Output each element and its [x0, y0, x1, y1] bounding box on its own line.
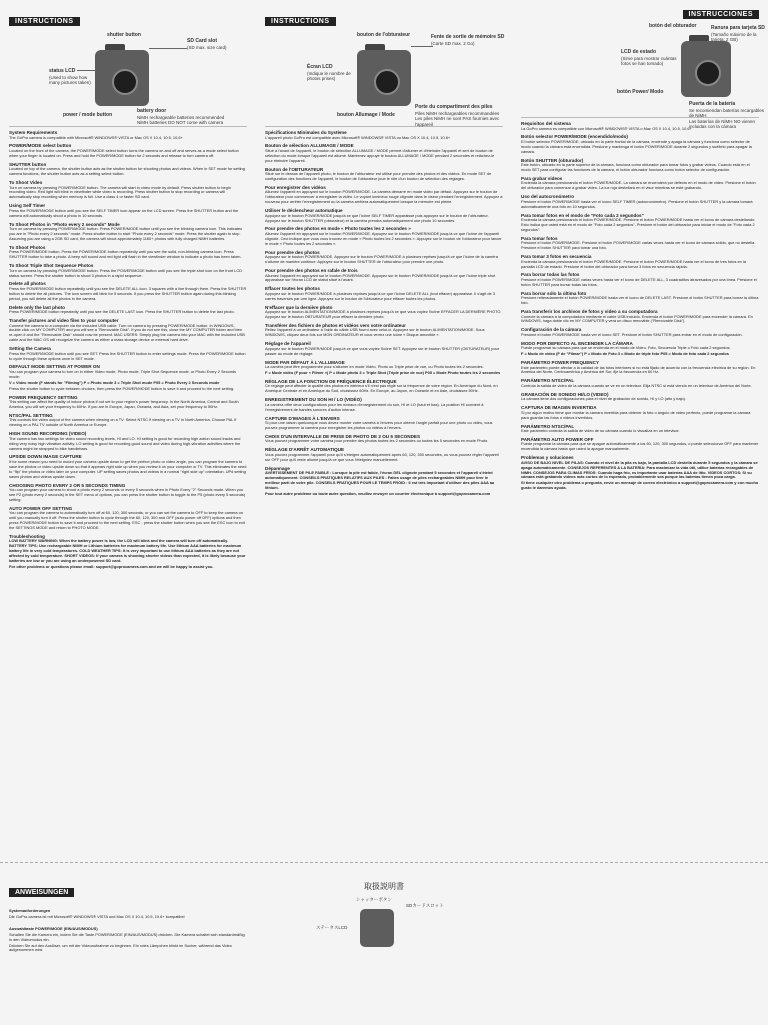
section-text: Puede programar su cámara para que se encienda en el modo de Video, Foto, Secuencia Triple o Foto cada 2 segundos:: [521, 345, 731, 351]
section-heading: Transférer des fichiers de photos et vidéos vers votre ordinateur: [265, 322, 406, 328]
section-heading: Para tomar 3 fotos en secuencia: [521, 254, 592, 260]
section-text: Reliez l'appareil à un ordinateur à l'aide du câble USB fourni avec celui-ci. Appuyez sur le bouton ALIMENTATION/MODE. Sous WINDOWS, cliquez deux fois sur MON ORDINATEUR et vous verrez une icône « Disque amovible ».: [265, 327, 485, 338]
camera-body-illustration: [360, 909, 394, 947]
german-line: Auswahltaste POWER/MODE (EIN/AUS/MODUS): [9, 925, 98, 931]
section-text: L'appareil photo GoPro est compatible avec Microsoft® WINDOWS® VISTA ou Mac OS X 10.4, 10.5, 10.6+: [265, 134, 451, 140]
section-text: Situé à l'avant de l'appareil, le bouton de sélection ALLUMAGE / MODE permet d'allumer et d'éteindre l'appareil et sert de bouton de sélection du mode lorsque l'appareil est allumé. Maintenez appuyé le bouton ALLUMAGE / MODE pendant 2 secondes et relâchez-le pour éteindre l'appareil.: [265, 147, 495, 163]
section-text: Appuyez sur le bouton POWER/MODE jusqu'à ce que l'icône SELF TIMER apparaisse puis appuyez sur le bouton de l'obturateur. Appuyez sur le bouton SHUTTER (obturateur) et la caméra prendra automatiquement une photo 10 secondes.: [265, 212, 489, 223]
section-text: Located on top of the camera, the shutter button acts as the shutter button for shooting photos and videos. When in SET mode for setting camera functions, the shutter button acts as a setting select button.: [9, 166, 245, 177]
label-battery-door: battery door NiMH rechargeable batteries recommended NiMH batteries DO NOT come with camera: [137, 108, 225, 125]
section-text: La caméra peut être programmée pour s'allumer en mode Vidéo, Photo ou Triple prise de vue, ou Photo toutes les 2 secondes.: [265, 364, 484, 370]
label-battery-door: Puerta de la batería Se recomiendan baterías recargables de NiMH Las baterías de NiMH NO vienen incluidas con la cámara: [689, 101, 765, 129]
section-heading: Réglage de l'appareil: [265, 341, 311, 347]
label-shutter: shutter button: [107, 32, 141, 38]
camera-lens-illustration: [112, 69, 138, 95]
section-heading: POWER/MODE select button: [9, 143, 72, 149]
section-text: Situé sur le dessus de l'appareil photo, le bouton de l'obturateur est utilisé pour prendre des photos et des vidéos. En mode SET de configuration des fonctions de l'appareil, le bouton de l'obturateur joue le rôle d'un bouton de sélection des réglages.: [265, 171, 492, 182]
section-text: Allumez l'appareil en appuyant sur le bouton POWER/MODE. Appuyez sur le bouton POWER/MODE jusqu'à ce que l'icône de l'appareil clignote. Ceci indique que vous vous trouvez en mode « Photo toutes les 2 secondes ». Appuyez sur le bouton de l'obturateur pour lancer le mode « Photo toutes les 2 secondes ».: [265, 230, 502, 246]
section-heading: Bouton de sélection ALLUMAGE / MODE: [265, 143, 354, 149]
section-text: Turn on camera by pressing POWER/MODE button. Press the POWER/MODE button until you see the triple shot icon on the front LCD status screen. Press the shutter button to shoot 3 photos in a rapid sequence.: [9, 267, 242, 278]
section-heading: Pour prendre des photos en mode « Photo toutes les 2 secondes »: [265, 226, 411, 232]
section-text: El botón selector POWER/MODE, ubicado en la parte frontal de la cámara, enciende y apaga la cámara y funciona como selector de modo cuando la cámara está encendida. Presione y mantenga el botón POWER/MODE durante 2 segundos y suéltelo para apagar la cámara.: [521, 138, 752, 154]
japanese-label-shutter: シャッターボタン: [356, 897, 392, 902]
label-shutter: botón del obturador: [649, 23, 697, 29]
section-heading: SHUTTER button: [9, 161, 47, 167]
section-text: Connect the camera to a computer via the included USB cable. Turn on camera by pressing POWER/MODE button. In WINDOWS, double click on MY COMPUTER and you will see a "Removable Disk". If you do not see this, close the MY COMPUTER folder and then re-open it and the "Removable Disk" should now be present. MAC USERS: Simply plug the camera into your MAC with the included USB cable and the MAC OS will recognize the camera as either a mass storage device or external hard drive.: [9, 322, 245, 343]
section-heading: N'effacer que la dernière photo: [265, 304, 333, 310]
section-text: For other problems or questions please email: support@goprocamera.com and we will be happy to assist you.: [9, 563, 214, 569]
section-heading: System Requirements: [9, 130, 58, 135]
section-heading: DEFAULT MODE SETTING AT POWER ON: [9, 364, 100, 370]
label-status-lcd: status LCD (Used to show how many pictures taken): [49, 68, 91, 85]
section-heading: PARÁMETRO NTSC/PAL: [521, 378, 575, 384]
section-heading: Para grabar videos: [521, 175, 563, 181]
section-heading: Configuración de la cámara: [521, 327, 582, 333]
section-text: You can program your camera to shoot a photo every 2 seconds or every 5 seconds when in Photo Every "2" Seconds mode. When you see P2 (photo every 2 seconds) in the SET menu of options, you can press the shutter button to toggle to the P5 (photo every 5 seconds) setting.: [9, 487, 246, 502]
section-text: Allumez l'appareil en appuyant sur le bouton POWER/MODE. La caméra démarre en mode vidéo par défaut. Appuyez sur le bouton de l'obturateur pour commencer à enregistrer la vidéo. Le voyant lumineux rouge clignote dans le viseur pendant l'enregistrement. Appuyez à nouveau pour arrêter l'enregistrement ou la caméra arrêtera automatiquement lorsque la mémoire est pleine.: [265, 189, 503, 205]
section-text: Puede programar la cámara para que se apague automáticamente a los 60, 120, 300 segundos, o puede seleccionar OFF para mantener encendida la cámara hasta que usted la apague manualmente.: [521, 441, 759, 452]
label-status-lcd: Écran LCD (Indique le nombre de photos prises): [307, 64, 351, 81]
section-heading: To Shoot Photos: [9, 244, 46, 250]
camera-lens-illustration: [374, 69, 400, 95]
section-heading: MODO POR DEFECTO AL ENCENDER LA CÁMARA: [521, 340, 633, 346]
section-heading: Para tomar fotos en el modo de "Foto cada 2 segundos": [521, 212, 644, 218]
section-text: Encienda la cámara presionando el botón POWER/MODE. Presione el botón POWER/MODE hasta ver el icono de tres fotos en la pantalla LCD de estado. Presione el botón del obturador para tomar 3 fotos en secuencia rápida.: [521, 258, 746, 269]
column-title: INSTRUCTIONS: [9, 17, 80, 26]
section-heading: Pour prendre des photos en rafale de trois: [265, 268, 358, 273]
section-text: Controla la salida de video de la cámara cuando se ve en un televisor. Elija NTSC si está viendo en un televisor de América del Norte.: [521, 382, 752, 388]
section-heading: PARÁMETRO POWER FREQUENCY: [521, 360, 600, 366]
section-text: Conecte la cámara a la computadora mediante el cable USB incluido. Encienda el botón POWER/MODE para encender la cámara. En WINDOWS, haga doble clic en MY COMPUTER y verá un disco removible ("Removable Disk").: [521, 313, 753, 324]
section-text: F = Mode vidéo (F pour « Filmer ») P = Mode photo 3 = Triple Shot (Triple prise de vue) P05 = Mode Photo toutes les 2 secondes: [265, 369, 501, 375]
section-heading: Para borrar sólo la última foto: [521, 290, 587, 296]
section-text: La GoPro camera es compatible con Microsoft® WINDOWS® VISTA o Mac OS X 10.4, 10.5, 10.6+: [521, 125, 692, 131]
label-battery-door: Porte du compartiment des piles Piles NiMH rechargeables recommandées Les piles NiMH ne sont PAS fournies avec l'appareil: [415, 104, 500, 127]
section-text: Encienda la cámara presionando el botón POWER/MODE. Presione el botón POWER/MODE hasta ver el icono de cámara destellando. Esto indica que usted está en el modo de "Foto cada 2 segundos". Presione el botón del obturador para iniciar el modo de "Foto cada 2 segundos".: [521, 217, 756, 232]
label-status-lcd: LCD de estado (Sirve para mostrar cuántas fotos se han tomado): [621, 49, 677, 66]
german-line: Systemanforderungen: [9, 908, 51, 913]
section-text: Appuyez sur le bouton POWER/MODE. Appuyez sur le bouton POWER/MODE à plusieurs reprises jusqu'à ce que l'icône de la caméra s'allume de manière continue. Appuyez sur le bouton SHUTTER de l'obturateur pour prendre une photo.: [265, 254, 498, 265]
section-text: This setting can affect the quality of indoor photos if not set to your region's power frequency. In the North America, Central and South America, you will set your frequency to 60Hz. If you are in Europe, Japan, Oceania, and Asia, set your frequency to 50Hz.: [9, 399, 239, 409]
column-german: [0, 863, 256, 1025]
column-japanese: [256, 863, 512, 1025]
section-text: Ce réglage peut affecter la qualité des photos en intérieur s'il n'est pas réglé sur la fréquence de votre région. En Amérique du Nord, en Amérique Centrale et en Amérique du Sud, choisissez 60Hz. En Europe, au Japon, en Océanie et en Asie, choisissez 50Hz.: [265, 383, 498, 394]
section-text: Presione el botón POWER/MODE. Presione el botón POWER/MODE varias veces hasta ver el icono de cámara sólido, que no destella. Presione el botón SHUTTER para tomar una foto.: [521, 240, 756, 251]
section-heading: Botón selector POWER/MODE (encendido/modo): [521, 134, 628, 140]
section-heading: HIGH SOUND RECORDING (VIDEO): [9, 431, 87, 437]
section-heading: Spécifications Minimales du Système: [265, 130, 347, 135]
section-text: Press the POWER/MODE button until you see SET. Press the SHUTTER button to enter settings mode. Press the POWER/MODE button to cycle through these options once in SET mode.: [9, 350, 246, 361]
column-french: [256, 0, 512, 862]
section-text: F = Modo de video (F de "Filmar") P = Modo de Foto 3 = Modo de triple foto P05 = Modo de foto cada 2 segundos: [521, 351, 729, 357]
section-heading: PARÁMETRO AUTO POWER OFF: [521, 436, 594, 442]
section-text: Vous pouvez programmer votre caméra pour prendre des photos toutes les 2 secondes ou toutes les 5 secondes en mode Photo.: [265, 438, 489, 444]
section-heading: PARÁMETRO NTSC/PAL: [521, 423, 575, 429]
german-line: Schalten Sie die Kamera ein, indem Sie die Taste POWER/MODE (EIN/AUS/MODUS) drücken. Die Kamera schaltet sich standardmäßig in den Videomodus ein.: [9, 931, 245, 942]
section-text: Si por algún motivo tiene que montar la cámara invertida para obtener la foto o ángulo de video perfecto, puede programar la cámara para guardar las fotos o videos invertidos.: [521, 409, 751, 420]
section-heading: POWER FREQUENCY SETTING: [9, 394, 78, 400]
section-text: AVERTISSEMENT DE PILE FAIBLE : Lorsque la pile est faible, l'écran DEL clignote pendant 5 secondes et l'appareil s'éteint automatiquement. CONSEILS PRATIQUES RELATIFS AUX PILES : Faites usage de piles rechargeables NiMH pour tirer le meilleur parti de votre pile. CONSEILS PRATIQUES POUR LE TEMPS FROID : Il est très important d'utiliser des piles AAA au lithium.: [265, 470, 495, 490]
camera-diagram: [9, 32, 247, 124]
section-text: Si pour une raison quelconque vous devez monter votre caméra à l'envers pour obtenir l'angle parfait pour une photo ou vidéo, vous pouvez programmer la caméra pour enregistrer les photos ou vidéos à l'envers.: [265, 420, 493, 430]
section-heading: CAPTURA DE IMAGEN INVERTIDA: [521, 405, 597, 411]
section-text: Appuyez sur le bouton ALIMENTATION/MODE à plusieurs reprises jusqu'à ce que vous voyiez l'icône EFFACER LA DERNIÈRE PHOTO. Appuyez sur le bouton OBTURATEUR pour effacer la dernière photo.: [265, 309, 502, 320]
section-text: La cámara tiene dos configuraciones para el nivel de grabación de sonido, HI y LO (alto y bajo).: [521, 396, 687, 402]
column-title: INSTRUCCIONES: [683, 10, 759, 19]
section-heading: Bouton de l'OBTURATEUR: [265, 166, 324, 172]
section-text: AVISO DE BAJO NIVEL DE PILAS: Cuando el nivel de la pila es bajo, la pantalla LCD destella durante 5 segundos y la cámara se apaga automáticamente. CONSEJOS REFERENTES A LA BATERÍA: Para maximizar la vida útil, utilice baterías recargables de NiMH. CONSEJOS PARA CLIMAS FRÍOS: Cuando haga frío, es importante usar baterías AAA de litio. VIDEOS CORTOS: Si su cámara está grabando videos más cortos de lo esperado, probablemente sea porque las baterías tienen poca carga.: [521, 459, 758, 480]
column-english: [0, 0, 256, 862]
label-sd-slot: Fente de sortie de mémoire SD (Carte SD max. 2 Go): [431, 34, 505, 46]
section-heading: Para tomar fotos: [521, 235, 558, 241]
camera-lens-illustration: [695, 60, 721, 86]
section-heading: Requisitos del sistema: [521, 121, 571, 126]
section-text: The camera has two settings for video sound recording levels, HI and LO. HI setting is good for recording high action sound tracks and riding very noisy high vibration activity. LO setting is good for recording good sound and video during high-vibration activities where the camera might be strapped to bike handlebars.: [9, 435, 241, 451]
section-text: You can program your camera to turn on in either Video mode, Photo mode, Triple Shot Sequence mode, or Photo Every 2 Seconds mode:: [9, 368, 237, 379]
german-line: Drücken Sie auf den Auslöser, um mit der Videoaufnahme zu beginnen. Ein rotes Lämpchen blinkt im Sucher, während das Video aufgenommen wird.: [9, 942, 232, 953]
section-text: Este parámetro controla la salida de video de su cámara cuando lo visualiza en un televisor.: [521, 428, 680, 433]
section-heading: Troubleshooting: [9, 533, 45, 539]
section-heading: CHOOSING PHOTO EVERY 2 OR 5 SECONDS TIMING: [9, 482, 126, 488]
column-title: INSTRUCTIONS: [265, 17, 336, 26]
section-text: Este botón, ubicado en la parte superior de la cámara, funciona como obturador para tomar fotos y grabar videos. Cuando está en el modo SET para configurar las funciones de la cámara, el botón obturador funciona como botón selector de configuración.: [521, 162, 750, 173]
label-sd-slot: SD Card slot (SD max. size card): [187, 38, 227, 50]
section-text: La caméra offre deux configurations pour les niveaux d'enregistrement du son, HI et LO (haut et bas). La position HI convient à l'enregistrement de bandes sonores d'action intense.: [265, 401, 484, 412]
section-heading: UPSIDE DOWN IMAGE CAPTURE: [9, 454, 82, 460]
label-power-mode: bouton Allumage / Mode: [337, 112, 395, 118]
section-text: Press the POWER/MODE button until you see the SELF TIMER icon appear on the LCD screen. Press the SHUTTER button and the camera will automatically shoot a photo in 10 seconds.: [9, 207, 239, 218]
section-heading: RÉGLAGE DE LA FONCTION DE FRÉQUENCE ÉLECTRIQUE: [265, 378, 397, 384]
section-text: Turn on camera by pressing POWER/MODE button. Press POWER/MODE button until you see the blinking camera icon. This indicates you are in "Photo every 2 seconds" mode. Press shutter button to start "Photo every 2 seconds" mode. Press the shutter again to stop. Assuming you are using a 2GB SD card, the camera will shoot approximately 1160+ photos with fully charged NiMH batteries.: [9, 226, 243, 241]
section-text: Press POWER/MODE button repeatedly until you see the DELETE LAST icon. Press the SHUTTER button to delete the last photo.: [9, 309, 235, 315]
section-text: Presione reiteradamente el botón POWER/MODE hasta ver el icono de DELETE LAST. Presione el botón SHUTTER para borrar la última foto.: [521, 295, 759, 306]
section-text: Presione el botón POWER/MODE hasta ver el icono SELF TIMER (autocronómetro). Presione el botón SHUTTER y la cámara tomará automáticamente una foto en 10 segundos.: [521, 198, 753, 209]
section-text: Press POWER/MODE button. Press the POWER/MODE button repeatedly until you see the solid, non-blinking camera icon. Press SHUTTER button to take a photo. A beep will sound and red light will flash in the viewfinder window to indicate a photo has been taken.: [9, 249, 242, 260]
section-text: The GoPro camera is compatible with Microsoft® WINDOWS® VISTA or Mac OS X 10.4, 10.5, 10.6+: [9, 134, 183, 140]
japanese-title: 取扱説明書: [364, 882, 404, 891]
label-shutter: bouton de l'obturateur: [357, 32, 411, 38]
section-heading: Delete only the last photo: [9, 304, 65, 310]
bottom-section: [0, 862, 768, 1025]
japanese-label-sd: SDカードスロット: [406, 903, 444, 908]
camera-diagram: [265, 32, 505, 127]
section-heading: Dépannage: [265, 465, 290, 471]
section-heading: Utiliser le déclencheur automatique: [265, 208, 343, 214]
section-heading: Para transferir los archivos de fotos y video a su computadora: [521, 309, 658, 315]
section-text: Presione el botón POWER/MODE hasta ver el icono SET. Presione el botón SHUTTER para entrar en el modo de configuración.: [521, 331, 743, 337]
section-heading: To Shoot Video: [9, 180, 43, 186]
instruction-sections: [9, 130, 247, 570]
section-heading: Setting the Camera: [9, 346, 51, 352]
section-text: Appuyez sur le bouton POWER/MODE jusqu'à ce que vous voyiez l'icône SET. Appuyez sur le bouton SHUTTER (OBTURATEUR) pour passer au mode de réglage.: [265, 345, 500, 356]
section-text: If for some reason you need to mount your camera upside down to get the perfect photo or video angle, you can program the camera to save the photos or video upside down so that it appears right side up when you review it on your computer or TV. This eliminates the need to "flip" the photos or video later on your computer. UP setting saves photos and videos in a normal "right side up" orientation. UPd setting saves photos and videos upside down.: [9, 458, 247, 479]
section-text: LOW BATTERY WARNING: When the battery power is low, the LCD will blink and the camera will turn off automatically. BATTERY TIPS: Use rechargeable NiMH or Lithium batteries for maximum battery life. Use lithium AAA batteries for maximum battery life in very cold temperatures. COLD WEATHER TIPS: It is very important to use lithium AAA batteries as they are not affected by cold temperature. SHORT VIDEOS: If your camera is shooting shorter videos than expected, it is likely because your batteries are low or you are using an underpowered SD card.: [9, 538, 246, 564]
section-heading: Transfer pictures and video files to your computer: [9, 318, 119, 324]
section-text: Turn on camera by pressing POWER/MODE button. The camera will start in video mode by default. Press shutter button to begin recording video. Red light will blink in viewfinder while video is recording. Press shutter button to stop recording or camera will automatically stop recording when memory is full. Use a class 4 or faster SD card.: [9, 184, 231, 200]
section-heading: Botón SHUTTER (obturador): [521, 157, 584, 163]
section-heading: NTSC/PAL SETTING: [9, 412, 53, 418]
section-text: Press the POWER/MODE button repeatedly until you see the DELETE ALL icon. 3 squares with a line through them. Press the SHUTTER button to delete the all pictures. The icon screen will blink for 5 seconds. If you press the SHUTTER button again during this blinking period, you will delete all the photos in the camera.: [9, 285, 247, 301]
section-heading: RÉGLAGE D'ARRÊT AUTOMATIQUE: [265, 447, 345, 453]
section-text: Allumez l'appareil en appuyant sur le bouton POWER/MODE. Appuyez sur le bouton POWER/MODE jusqu'à ce que l'icône triple shot apparaisse sur l'écran LCD de statut situé à l'avant.: [265, 272, 496, 283]
section-heading: Uso del autocronómetro: [521, 194, 575, 200]
label-power-mode: power / mode button: [63, 112, 113, 118]
section-text: Encienda la cámara presionando el botón POWER/MODE. La cámara se encenderá por defecto en el modo de video. Presione el botón del obturador para comenzar a grabar video. La luz roja destellará en el visor mientras se esté grabando.: [521, 180, 756, 191]
section-text: This controls the video output of the camera when viewing on a TV. Select NTSC if viewing on a TV in North America. Choose PAL if viewing on a PAL TV outside of North America or Europe.: [9, 417, 237, 428]
section-heading: MODE PAR DÉFAUT À L'ALLUMAGE: [265, 359, 345, 365]
column-blank: [512, 863, 768, 1025]
german-line: Die GoPro-camera ist mit Microsoft® WINDOWS® VISTA und Mac OS X 10.4, 10.5, 10.6+ kompatibel: [9, 913, 185, 919]
section-heading: Para borrar todas las fotos: [521, 272, 580, 278]
section-heading: Using Self Timer: [9, 203, 46, 209]
instruction-sections: [521, 121, 759, 491]
section-heading: AUTO POWER OFF SETTING: [9, 505, 73, 511]
section-heading: GRABACIÓN DE SONIDO HI/LO (VIDEO): [521, 391, 609, 397]
section-text: Pour tout autre problème ou toute autre question, veuillez envoyer un courrier électronique à support@goprocamera.com: [265, 490, 491, 496]
japanese-label-lcd: ステータスLCD: [316, 925, 348, 930]
section-heading: To Shoot Triple Shot Sequence Photos: [9, 263, 94, 269]
section-heading: Delete all photos: [9, 281, 46, 287]
section-text: Presione el botón POWER/MODE varias veces hasta ver el icono de DELETE ALL, 3 cuadraditos atravesados por una línea. Presione el botón SHUTTER para borrar todas las fotos.: [521, 276, 757, 287]
section-heading: CAPTURE D'IMAGES À L'ENVERS: [265, 415, 340, 421]
instruction-sections: [265, 130, 503, 497]
section-heading: CHOIX D'UN INTERVALLE DE PRISE DE PHOTO DE 2 OU 5 SECONDES: [265, 433, 421, 439]
section-text: Located on the front of the camera, the POWER/MODE select button turns the camera on and off and serves as a mode select button when your finger is located on. Press and hold the POWER/MODE button for 2 seconds and release to turn camera off.: [9, 147, 239, 158]
section-text: Este parámetro puede afectar a la calidad de las fotos interiores si no está fijado de acuerdo con la frecuencia eléctrica de su región. En América del Norte, Centroamérica y América del Sur, fije la frecuencia en 60 Hz.: [521, 364, 756, 375]
german-title: ANWEISUNGEN: [9, 888, 74, 897]
section-heading: Pour prendre des photos: [265, 249, 320, 255]
section-text: V = Video mode (F stands for "Filming") P = Photo mode 3 = Triple Shot mode P05 = Photo Every 2 Seconds mode: [9, 379, 220, 385]
column-spanish: [512, 0, 768, 862]
section-text: Vous pouvez programmer l'appareil pour qu'il s'éteigne automatiquement après 60, 120, 300 secondes, ou vous pouvez régler l'appareil sur OFF pour qu'il reste allumé jusqu'à ce que vous l'éteigniez manuellement.: [265, 451, 499, 462]
section-text: Appuyez sur le bouton POWER/MODE à plusieurs reprises jusqu'à ce que l'icône DELETE ALL (tout effacer) apparaisse. Il s'agit de 3 carrés traversés par une ligne. Appuyez sur le bouton de l'obturateur pour effacer toutes les photos.: [265, 290, 495, 301]
label-power-mode: botón Power/ Modo: [617, 89, 664, 95]
section-heading: To Shoot Photos in "Photo every 2 seconds" Mode: [9, 221, 120, 227]
section-text: Press the shutter button to cycle between choices, then press the POWER/MODE button to save it and proceed to the next setting.: [9, 385, 235, 391]
section-text: Si tiene cualquier otro problema o pregunta, envíe un mensaje de correo electrónico a support@goprocamera.com y con mucho gusto le daremos ayuda.: [521, 480, 759, 491]
section-heading: Effacer toutes les photos: [265, 286, 320, 292]
section-text: You can program the camera to automatically turn off at 60, 120, 300 seconds, or you can set the camera to OFF to keep the camera on until you manually turn it off. Press the shutter button to cycle through the 60, 120, 300 and OFF (auto power off OFF) options and then press POWER/MODE button to save it and proceed to the next setting. ESC - press the shutter button when you see the ESC icon to exit the SETTINGS MODE and return to PHOTO MODE.: [9, 510, 245, 530]
section-heading: Problemas y soluciones: [521, 455, 574, 461]
section-heading: Pour enregistrer des vidéos: [265, 184, 326, 190]
section-heading: ENREGISTREMENT DU SON HI / LO (VIDÉO): [265, 397, 362, 403]
label-sd-slot: Ranura para tarjeta SD (Tamaño máximo de la tarjeta: 2 GB): [711, 25, 765, 42]
